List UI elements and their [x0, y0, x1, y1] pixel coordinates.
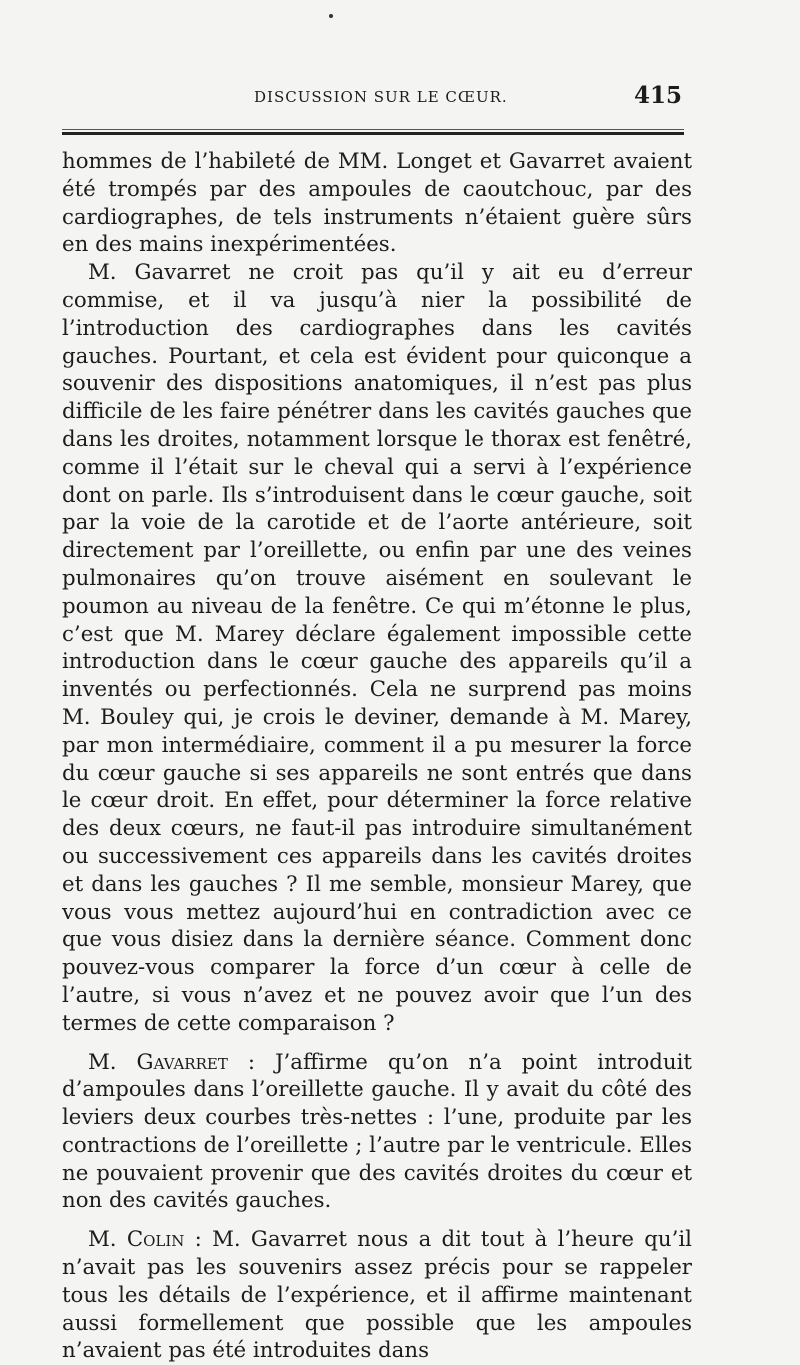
- body-text: [62, 148, 692, 1365]
- paragraph-text: M. Gavarret ne croit pas qu’il y ait eu d’erreur commise, et il va jusqu’à nier la possibilité de l’introduction des cardiographes dans les cavités gauches. Pourtant, et cela est évident pour quiconque a souvenir des dispositions anatomiques, il n’est pas plus difficile de les faire pénétrer dans les cavités gauches que dans les droites, notamment lorsque le thorax est fenêtré, comme il l’était sur le cheval qui a servi à l’expérience dont on parle. Ils s’introduisent dans le cœur gauche, soit par la voie de la carotide et de l’aorte antérieure, soit directement par l’oreillette, ou enfin par une des veines pulmonaires qu’on trouve aisément en soulevant le poumon au niveau de la fenêtre. Ce qui m’étonne le plus, c’est que M. Marey déclare également impossible cette introduction dans le cœur gauche des appareils qu’il a inventés ou perfectionnés. Cela ne surprend pas moins M. Bouley qui, je crois le deviner, demande à M. Marey, par mon intermédiaire, comment il a pu mesurer la force du cœur gauche si ses appareils ne sont entrés que dans le cœur droit. En effet, pour déterminer la force relative des deux cœurs, ne faut-il pas introduire simultanément ou successivement ces appareils dans les cavités droites et dans les gauches ? Il me semble, monsieur Marey, que vous vous mettez aujourd’hui en contradiction avec ce que vous disiez dans la dernière séance. Comment donc pouvez-vous comparer la force d’un cœur à celle de l’autre, si vous n’avez et ne pouvez avoir que l’un des termes de cette comparaison ?: [62, 260, 692, 1036]
- running-title: DISCUSSION SUR LE CŒUR.: [254, 88, 508, 106]
- page-number: 415: [633, 82, 682, 109]
- paragraph-gavarret-reply: [62, 1049, 692, 1216]
- paragraph-colin-reply: [62, 1226, 692, 1365]
- paragraph-text: hommes de l’habileté de MM. Longet et Gavarret avaient été trompés par des ampoules de caoutchouc, par des cardiographes, de tels instruments n’étaient guère sûrs en des mains inexpérimentées.: [62, 149, 692, 258]
- ink-speck: [329, 14, 333, 18]
- speaker-name: M. Colin: [88, 1227, 185, 1253]
- paragraph-text: : J’affirme qu’on n’a point introduit d’ampoules dans l’oreillette gauche. Il y avait du côté des leviers deux courbes très-nettes : l’une, produite par les contractions de l’oreillette ; l’autre par le ventricule. Elles ne pouvaient provenir que des cavités droites du cœur et non des cavités gauches.: [62, 1049, 692, 1214]
- paragraph-text: : M. Gavarret nous a dit tout à l’heure qu’il n’avait pas les souvenirs assez précis pour se rappeler tous les détails de l’expérience, et il affirme maintenant aussi formellement que possible que les ampoules n’avaient pas été introduites dans: [62, 1227, 692, 1364]
- speaker-name: M. Gavarret: [88, 1049, 228, 1075]
- header-rule: [62, 129, 684, 135]
- paragraph-continuation: [62, 148, 692, 259]
- paragraph-colin-argument: [62, 259, 692, 1037]
- page-header: [62, 82, 684, 116]
